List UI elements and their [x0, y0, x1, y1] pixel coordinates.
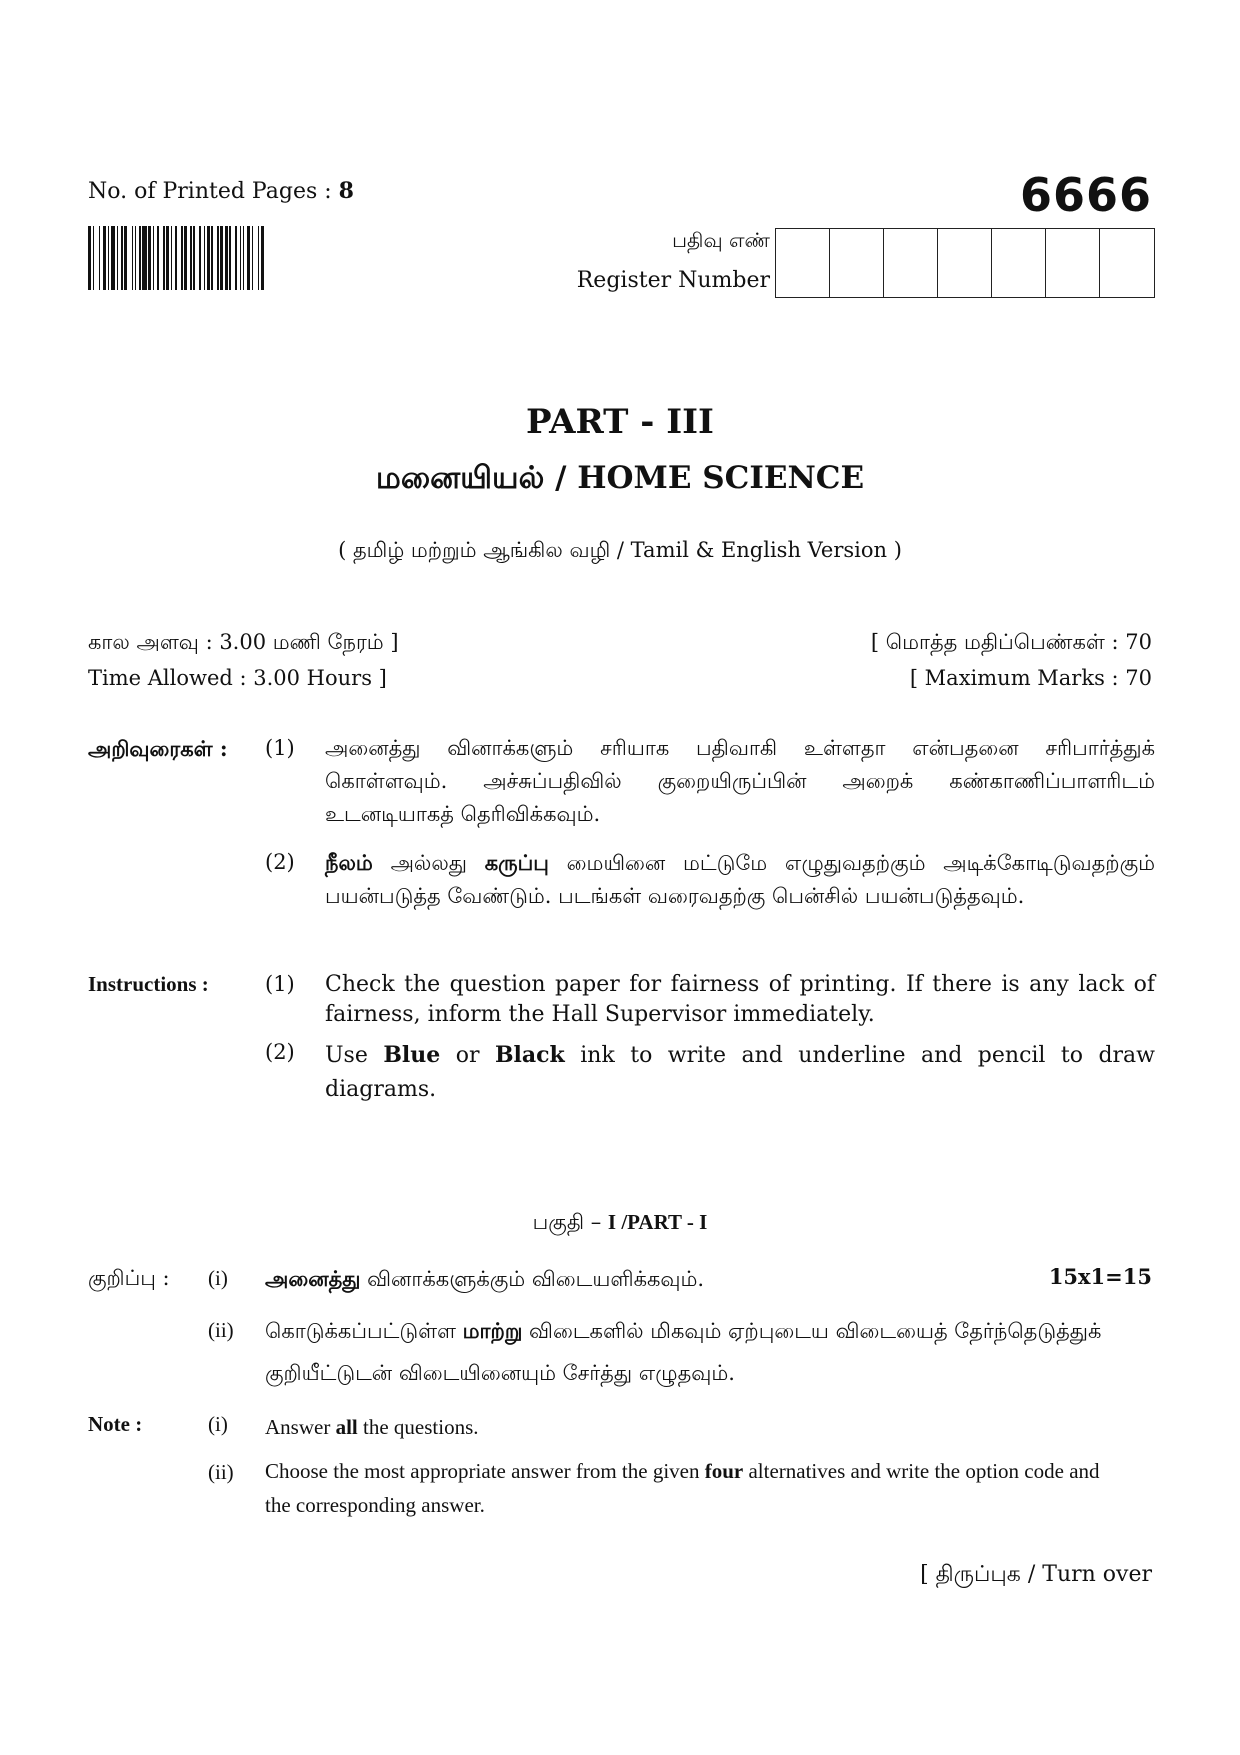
- note-text-en-2: [265, 1454, 1125, 1522]
- part-one-heading: [0, 1210, 1240, 1237]
- instruction-text-en-2: [325, 1038, 1155, 1107]
- barcode-image: [88, 226, 353, 290]
- text-fragment: or: [440, 1043, 495, 1068]
- note-text-ta-2: [265, 1310, 1125, 1394]
- text-bold: மாற்று: [462, 1318, 523, 1343]
- paper-code: 6666: [1019, 168, 1152, 222]
- instruction-text-en-1: Check the question paper for fairness of printing. If there is any lack of fairness, inform the Hall Supervisor immediately.: [325, 972, 1155, 1027]
- printed-pages-line: [88, 178, 354, 204]
- time-allowed-ta: கால அளவு : 3.00 மணி நேரம் ]: [88, 630, 399, 654]
- text-fragment: ink to write and underline and pencil to draw diagrams.: [325, 1043, 1156, 1102]
- printed-pages-value: 8: [338, 178, 354, 204]
- part-heading: PART - III: [526, 402, 714, 442]
- part-one-heading-en: I /PART - I: [607, 1210, 708, 1234]
- note-label-en: Note :: [88, 1412, 143, 1436]
- ink-black-ta: கருப்பு: [484, 850, 549, 875]
- score-scheme: 15x1=15: [1048, 1264, 1152, 1289]
- register-digit-box[interactable]: [830, 229, 884, 297]
- ink-blue-en: Blue: [383, 1042, 441, 1068]
- text-fragment: வினாக்களுக்கும் விடையளிக்கவும்.: [360, 1267, 705, 1291]
- text-fragment: Answer: [265, 1415, 336, 1439]
- text-bold: four: [704, 1459, 744, 1483]
- time-allowed-en: Time Allowed : 3.00 Hours ]: [88, 666, 387, 690]
- turn-over-note: [ திருப்புக / Turn over: [920, 1562, 1152, 1587]
- text-fragment: கொடுக்கப்பட்டுள்ள: [265, 1319, 463, 1343]
- register-number-label-ta: பதிவு எண்: [672, 228, 770, 252]
- note-text-ta-1: [265, 1258, 704, 1300]
- register-digit-box[interactable]: [776, 229, 830, 297]
- register-digit-box[interactable]: [1100, 229, 1154, 297]
- text-fragment: alternatives and write the option code and the corresponding answer.: [265, 1459, 1100, 1517]
- instructions-label-en: Instructions :: [88, 972, 209, 996]
- note-number: (ii): [208, 1318, 234, 1342]
- register-number-label-en: Register Number: [576, 268, 770, 293]
- text-bold: all: [335, 1415, 358, 1439]
- instruction-number: (2): [265, 1040, 295, 1064]
- register-digit-box[interactable]: [1046, 229, 1100, 297]
- register-digit-box[interactable]: [992, 229, 1046, 297]
- version-line: ( தமிழ் மற்றும் ஆங்கில வழி / Tamil & English Version ): [338, 538, 902, 562]
- note-label-ta: குறிப்பு :: [88, 1266, 170, 1290]
- note-text-en-1: [265, 1406, 479, 1448]
- max-marks-en: [ Maximum Marks : 70: [909, 666, 1152, 690]
- printed-pages-label: No. of Printed Pages :: [88, 179, 339, 204]
- text-fragment: அல்லது: [372, 851, 485, 875]
- text-fragment: மையினை மட்டுமே எழுதுவதற்கும் அடிக்கோடிடுவதற்கும் பயன்படுத்த வேண்டும். படங்கள் வரைவதற்கு பென்சில் பயன்படுத்தவும்.: [325, 851, 1156, 908]
- note-number: (ii): [208, 1460, 234, 1484]
- instructions-label-ta: அறிவுரைகள் :: [88, 736, 228, 761]
- instruction-number: (1): [265, 972, 295, 996]
- text-fragment: Use: [325, 1043, 384, 1068]
- register-digit-box[interactable]: [938, 229, 992, 297]
- subject-title: மனையியல் / HOME SCIENCE: [375, 460, 865, 496]
- note-number: (i): [208, 1266, 228, 1290]
- register-number-boxes[interactable]: [775, 228, 1155, 298]
- part-one-heading-ta: பகுதி –: [532, 1210, 608, 1234]
- text-fragment: the questions.: [357, 1415, 479, 1439]
- ink-black-en: Black: [494, 1042, 565, 1068]
- text-fragment: Choose the most appropriate answer from the given: [265, 1459, 705, 1483]
- text-fragment: விடைகளில் மிகவும் ஏற்புடைய விடையைத் தேர்ந்தெடுத்துக் குறியீட்டுடன் விடையினையும் சேர்த்து எழுதவும்.: [265, 1319, 1102, 1385]
- instruction-text-ta-1: அனைத்து வினாக்களும் சரியாக பதிவாகி உள்ளதா என்பதனை சரிபார்த்துக் கொள்ளவும். அச்சுப்பதிவில் குறையிருப்பின் அறைக் கண்காணிப்பாளரிடம் உடனடியாகத் தெரிவிக்கவும்.: [325, 736, 1155, 826]
- max-marks-ta: [ மொத்த மதிப்பெண்கள் : 70: [870, 630, 1152, 654]
- ink-blue-ta: நீலம்: [325, 850, 373, 875]
- instruction-number: (2): [265, 850, 295, 874]
- note-number: (i): [208, 1412, 228, 1436]
- instruction-text-ta-2: [325, 846, 1155, 913]
- text-bold: அனைத்து: [265, 1266, 361, 1291]
- register-digit-box[interactable]: [884, 229, 938, 297]
- instruction-number: (1): [265, 736, 295, 760]
